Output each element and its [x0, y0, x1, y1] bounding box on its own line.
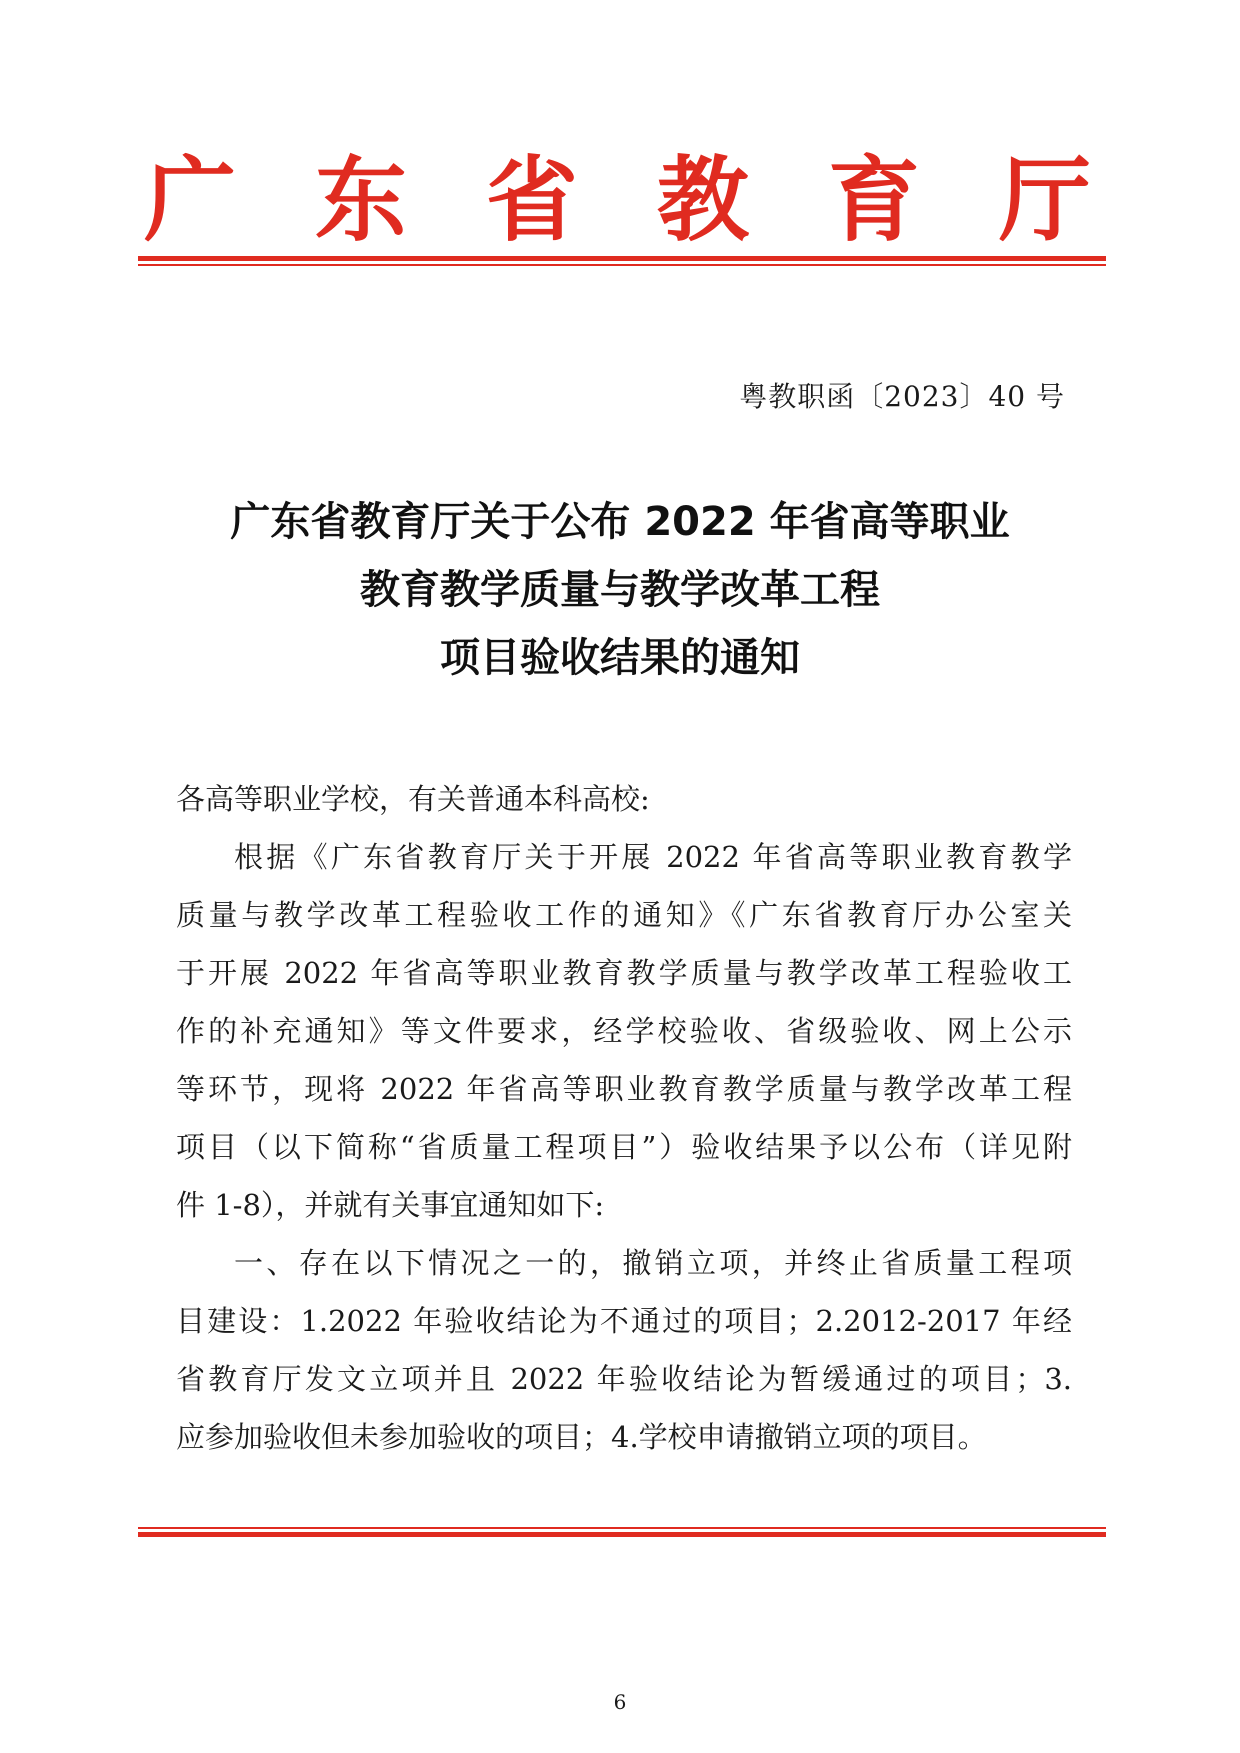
- header-char: 广: [143, 146, 236, 254]
- paragraph-1: [176, 828, 1072, 1234]
- header-char: 育: [827, 146, 920, 254]
- header-char: 东: [314, 146, 407, 254]
- header-char: 省: [485, 146, 578, 254]
- paragraph-line: 作的补充通知》等文件要求，经学校验收、省级验收、网上公示: [176, 1014, 1072, 1048]
- paragraph-line: 应参加验收但未参加验收的项目；4.学校申请撤销立项的项目。: [176, 1420, 987, 1454]
- issuer-header: [135, 140, 1100, 260]
- rule-thick-line: [138, 256, 1106, 261]
- document-body: [176, 770, 1072, 1466]
- paragraph-2: [176, 1234, 1072, 1466]
- title-line: 项目验收结果的通知: [440, 635, 800, 681]
- paragraph-line: 目建设：1.2022 年验收结论为不通过的项目；2.2012-2017 年经: [176, 1304, 1072, 1338]
- paragraph-line: 件 1-8），并就有关事宜通知如下:: [176, 1188, 605, 1222]
- rule-thick-line: [138, 1532, 1106, 1537]
- header-char: 教: [656, 146, 749, 254]
- header-char: 厅: [998, 146, 1091, 254]
- paragraph-line: 于开展 2022 年省高等职业教育教学质量与教学改革工程验收工: [176, 956, 1072, 990]
- rule-thin-line: [138, 1527, 1106, 1529]
- paragraph-line: 项目（以下简称“省质量工程项目”）验收结果予以公布（详见附: [176, 1130, 1072, 1164]
- document-number: 粤教职函〔2023〕40 号: [739, 380, 1065, 413]
- salutation: 各高等职业学校，有关普通本科高校:: [176, 782, 650, 816]
- title-line: 广东省教育厅关于公布 2022 年省高等职业: [230, 499, 1010, 545]
- rule-thin-line: [138, 264, 1106, 266]
- paragraph-line: 质量与教学改革工程验收工作的通知》《广东省教育厅办公室关: [176, 898, 1072, 932]
- paragraph-line: 省教育厅发文立项并且 2022 年验收结论为暂缓通过的项目；3.: [176, 1362, 1072, 1396]
- title-line: 教育教学质量与教学改革工程: [360, 567, 880, 613]
- paragraph-line: 根据《广东省教育厅关于开展 2022 年省高等职业教育教学: [234, 840, 1072, 874]
- paragraph-line: 一、存在以下情况之一的，撤销立项，并终止省质量工程项: [234, 1246, 1072, 1280]
- header-red-rule: [138, 256, 1106, 266]
- page-number: 6: [613, 1690, 627, 1714]
- footer-red-rule: [138, 1527, 1106, 1537]
- paragraph-line: 等环节，现将 2022 年省高等职业教育教学质量与教学改革工程: [176, 1072, 1072, 1106]
- document-title: [150, 488, 1090, 692]
